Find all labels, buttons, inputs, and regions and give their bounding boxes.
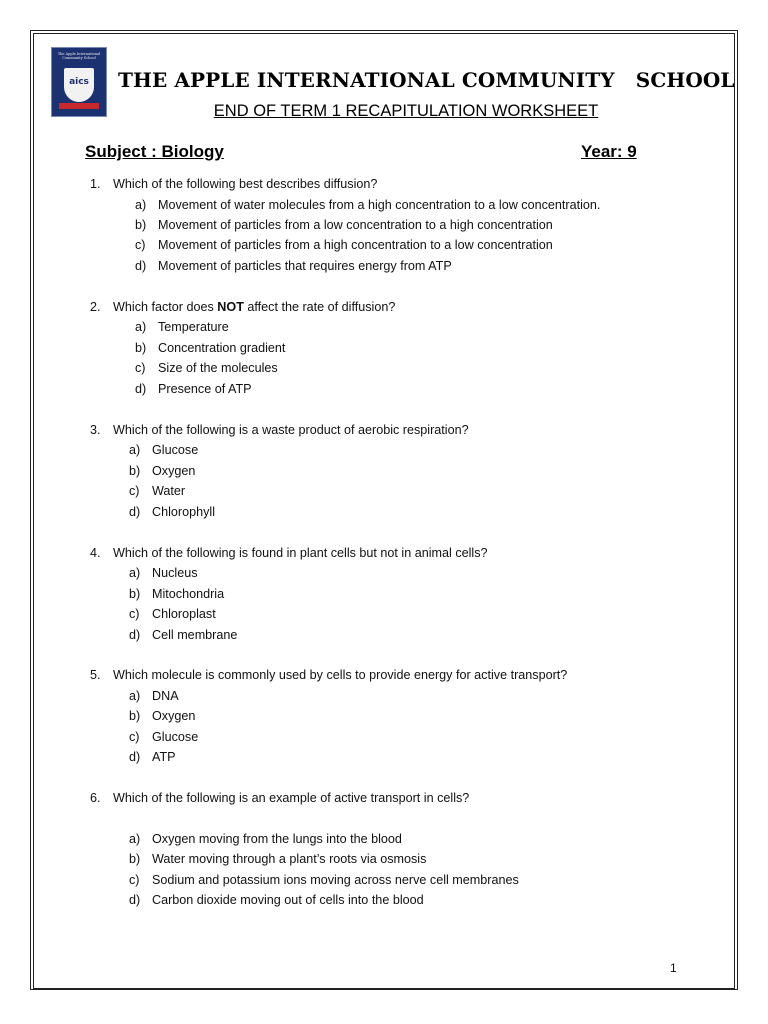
option-letter: d) bbox=[129, 628, 141, 642]
option-letter: b) bbox=[129, 464, 141, 478]
question-stem bbox=[113, 177, 377, 191]
question-text: Which of the following best describes diffusion? bbox=[113, 177, 378, 191]
question-text: Which of the following is found in plant cells but not in animal cells? bbox=[113, 546, 488, 560]
question-stem bbox=[113, 423, 469, 437]
option-text: Oxygen bbox=[152, 709, 196, 723]
worksheet-title: END OF TERM 1 RECAPITULATION WORKSHEET bbox=[213, 102, 599, 120]
option-letter: b) bbox=[129, 852, 141, 866]
option-text: Glucose bbox=[152, 730, 199, 744]
option-letter: d) bbox=[129, 893, 141, 907]
option-text: Movement of particles that requires energy from ATP bbox=[158, 259, 452, 273]
option-letter: a) bbox=[135, 320, 147, 334]
option-text: Oxygen bbox=[152, 464, 196, 478]
option-letter: b) bbox=[129, 709, 141, 723]
option-text: Glucose bbox=[152, 443, 199, 457]
option-text: Mitochondria bbox=[152, 587, 225, 601]
option-text: Chlorophyll bbox=[152, 505, 215, 519]
option-letter: b) bbox=[135, 341, 147, 355]
option-letter: d) bbox=[135, 382, 147, 396]
subject-label: Subject : Biology bbox=[85, 142, 224, 161]
option-letter: c) bbox=[129, 873, 140, 887]
option-text: Water moving through a plant’s roots via osmosis bbox=[152, 852, 427, 866]
question-number: 3. bbox=[90, 423, 101, 437]
question-text-end: affect the rate of diffusion? bbox=[243, 300, 396, 314]
option-text: Nucleus bbox=[152, 566, 198, 580]
question-stem bbox=[113, 546, 488, 560]
question-number: 6. bbox=[90, 791, 101, 805]
option-text: Water bbox=[152, 484, 186, 498]
option-text: Size of the molecules bbox=[158, 361, 278, 375]
option-letter: c) bbox=[135, 238, 146, 252]
option-text: DNA bbox=[152, 689, 179, 703]
option-letter: a) bbox=[129, 566, 141, 580]
question-number: 5. bbox=[90, 668, 101, 682]
option-letter: b) bbox=[135, 218, 147, 232]
option-text: Sodium and potassium ions moving across nerve cell membranes bbox=[152, 873, 519, 887]
question-text: Which of the following is a waste product of aerobic respiration? bbox=[113, 423, 469, 437]
option-text: Movement of particles from a low concentration to a high concentration bbox=[158, 218, 553, 232]
option-letter: c) bbox=[129, 484, 140, 498]
question-number: 4. bbox=[90, 546, 101, 560]
option-text: Cell membrane bbox=[152, 628, 238, 642]
option-text: Carbon dioxide moving out of cells into the blood bbox=[152, 893, 424, 907]
option-letter: c) bbox=[129, 607, 140, 621]
option-letter: c) bbox=[135, 361, 146, 375]
option-text: Chloroplast bbox=[152, 607, 216, 621]
option-letter: d) bbox=[129, 505, 141, 519]
option-letter: b) bbox=[129, 587, 141, 601]
question-stem bbox=[113, 791, 469, 805]
option-letter: a) bbox=[129, 689, 141, 703]
option-text: Oxygen moving from the lungs into the blood bbox=[152, 832, 402, 846]
question-stem bbox=[113, 300, 395, 314]
shield-icon bbox=[64, 68, 94, 102]
option-letter: d) bbox=[135, 259, 147, 273]
year-label: Year: 9 bbox=[581, 142, 637, 161]
option-text: ATP bbox=[152, 750, 176, 764]
option-letter: d) bbox=[129, 750, 141, 764]
question-stem bbox=[113, 668, 567, 682]
option-text: Temperature bbox=[158, 320, 229, 334]
option-letter: a) bbox=[135, 198, 147, 212]
question-emphasis: NOT bbox=[217, 300, 244, 314]
question-text: Which molecule is commonly used by cells to provide energy for active transport? bbox=[113, 668, 568, 682]
question-number: 1. bbox=[90, 177, 101, 191]
option-letter: a) bbox=[129, 443, 141, 457]
option-letter: a) bbox=[129, 832, 141, 846]
school-name: THE APPLE INTERNATIONAL COMMUNITY SCHOOL bbox=[118, 68, 735, 92]
option-text: Concentration gradient bbox=[158, 341, 286, 355]
question-number: 2. bbox=[90, 300, 101, 314]
option-letter: c) bbox=[129, 730, 140, 744]
logo-initials: aics bbox=[69, 77, 89, 87]
option-text: Movement of particles from a high concentration to a low concentration bbox=[158, 238, 553, 252]
question-text: Which of the following is an example of active transport in cells? bbox=[113, 791, 470, 805]
question-text: Which factor does bbox=[113, 300, 218, 314]
option-text: Presence of ATP bbox=[158, 382, 252, 396]
logo-text: The Apple International Community School bbox=[57, 52, 101, 61]
page-number: 1 bbox=[670, 961, 677, 975]
option-text: Movement of water molecules from a high concentration to a low concentration. bbox=[158, 198, 601, 212]
